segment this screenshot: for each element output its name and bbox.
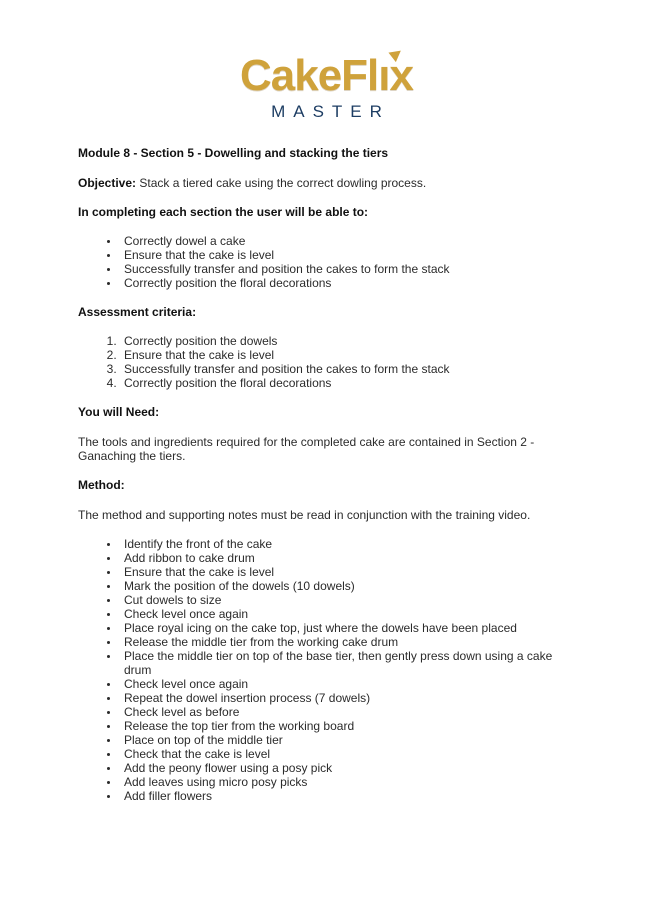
list-item: • Add the peony flower using a posy pick xyxy=(120,761,575,775)
brand-text-pre: CakeFl xyxy=(239,51,379,100)
assessment-list xyxy=(78,334,575,390)
logo-subtitle: MASTER xyxy=(271,102,390,121)
list-item: • Check level as before xyxy=(120,705,575,719)
completing-list xyxy=(78,234,575,290)
assessment-heading: Assessment criteria: xyxy=(78,305,197,319)
list-item: • Add ribbon to cake drum xyxy=(120,551,575,565)
method-list xyxy=(78,537,575,803)
brand-text-post: x xyxy=(389,51,413,100)
objective-line xyxy=(78,176,575,190)
list-item: • Place the middle tier on top of the base tier, then gently press down using a cake drum xyxy=(120,649,575,677)
list-item: 4. Correctly position the floral decorations xyxy=(120,376,575,390)
list-item: • Check level once again xyxy=(120,607,575,621)
objective-text: Stack a tiered cake using the correct dowling process. xyxy=(139,176,427,190)
document-body xyxy=(78,146,575,803)
completing-heading: In completing each section the user will be able to: xyxy=(78,205,369,219)
list-item: • Ensure that the cake is level xyxy=(120,248,575,262)
list-item: 1. Correctly position the dowels xyxy=(120,334,575,348)
list-item: • Place royal icing on the cake top, just where the dowels have been placed xyxy=(120,621,575,635)
objective-label: Objective: xyxy=(78,176,137,190)
list-item: • Ensure that the cake is level xyxy=(120,565,575,579)
need-paragraph: The tools and ingredients required for the completed cake are contained in Section 2 - Ganaching the tiers. xyxy=(78,435,535,463)
list-item: • Release the top tier from the working board xyxy=(120,719,575,733)
list-item: • Correctly dowel a cake xyxy=(120,234,575,248)
page-title: Module 8 - Section 5 - Dowelling and stacking the tiers xyxy=(78,146,389,160)
need-heading: You will Need: xyxy=(78,405,160,419)
list-item: 2. Ensure that the cake is level xyxy=(120,348,575,362)
list-item: • Add filler flowers xyxy=(120,789,575,803)
brand-wordmark xyxy=(240,52,413,100)
list-item: • Successfully transfer and position the cakes to form the stack xyxy=(120,262,575,276)
method-intro: The method and supporting notes must be read in conjunction with the training video. xyxy=(78,508,531,522)
list-item: • Identify the front of the cake xyxy=(120,537,575,551)
list-item: • Check that the cake is level xyxy=(120,747,575,761)
method-heading: Method: xyxy=(78,478,125,492)
list-item: • Place on top of the middle tier xyxy=(120,733,575,747)
brand-letter-i: ı xyxy=(378,52,389,100)
list-item: • Repeat the dowel insertion process (7 dowels) xyxy=(120,691,575,705)
list-item: • Check level once again xyxy=(120,677,575,691)
list-item: • Cut dowels to size xyxy=(120,593,575,607)
list-item: • Mark the position of the dowels (10 dowels) xyxy=(120,579,575,593)
list-item: • Add leaves using micro posy picks xyxy=(120,775,575,789)
list-item: • Release the middle tier from the working cake drum xyxy=(120,635,575,649)
cakeflix-logo xyxy=(78,52,575,122)
list-item: • Correctly position the floral decorations xyxy=(120,276,575,290)
list-item: 3. Successfully transfer and position the cakes to form the stack xyxy=(120,362,575,376)
